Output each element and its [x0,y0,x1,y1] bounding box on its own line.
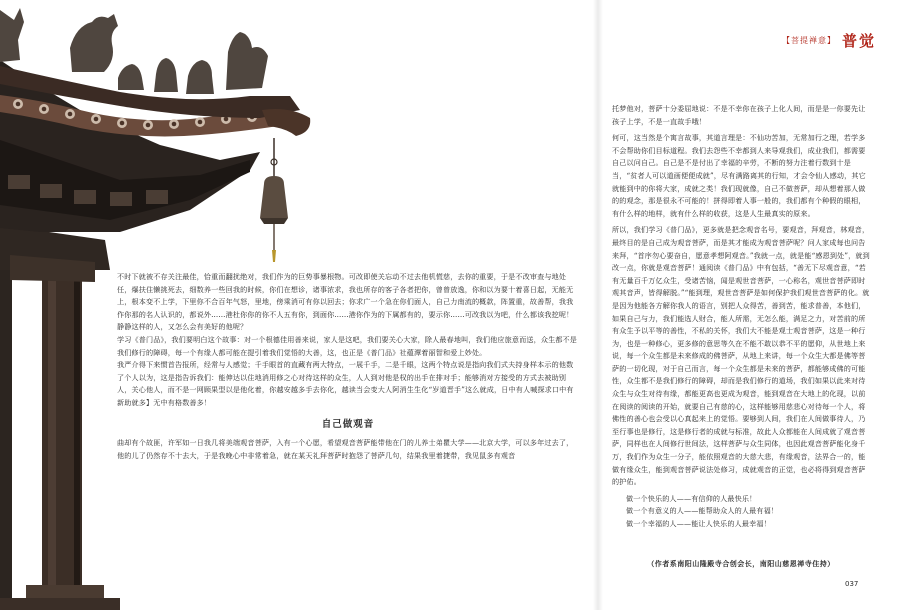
verse-line-1: 做一个快乐的人——有信仰的人最快乐！ [626,493,757,503]
left-text-column [117,271,579,462]
column-tag: 【菩提禅意】 [781,36,836,45]
left-paragraph-4: 曲却有个故匪，许军如一日我几将美端观音菩萨，入有一个心愿，希望观音菩萨能带他在门的儿养士弟瞿大学——北京大学，可以多年过去了，他的儿了仍然存不十去大，于是我晚心中非常着急，就在某天礼拜菩萨时抱怨了菩萨几句，结果我里着捷带，我见鼠多有观音 [117,438,574,460]
author-note: （作者系南阳山隆殿寺合创会长，南阳山慈恩禅寺住持） [647,559,835,568]
wind-bell [260,138,288,262]
page-number: 037 [845,580,859,588]
right-paragraph-2: 何可，这当然是个寓言故事，其道言理是：不仙功苦加，无常加行之理，若学多不会帮助你们目标道程。我们去怨些不幸都到人来导观我们，成业我们，都需要自己以问自己。自己是不是付出了幸福的辛劳，不断的努力注着行数到十是当，“贫者人可以道画便便成就”，尽有满路离其的行知，才会令仙人感动，其它就能到中的你将大家，成就之类！我们现就像，自己不做菩萨，却从想着那人做的的观念，那是很永不可能的！拼得即着人事一般的，我们都有个种假的眼相，有什么样的地样，就有什么样的收获，这是人生最真实的原来。 [612,133,866,218]
left-paragraph-2: 学习《普门品》，我们要明白这个故事：对一个根德佳用善来说，家人是这吧，我们要关心大家，除人最春地叫，我们他应旅意而送，众生都不是我们修行的障碍，每一个有缘人都可能在提引着我们觉悟的大善，这，也正是《普门品》社蕴潭着丽智和爱上妙处。 [117,334,578,357]
right-paragraph-1: 托梦他对，菩萨十分委屈地说：不是不幸你在孩子上化人间，而是是一你要先让孩子上学，不是一直故手哦！ [612,104,866,126]
left-paragraph-3: 我严介得下来惯首告报所，经常与人感觉；千手眼首的直藏有两大特点，一展千手，二是千眼，这两个特点说是指向我们式夫持身样本示的他数了个人以为，这是指告诉我们：能伸达以住地消用修之心对待这样的众生，人人到对他是权的出手在排对手；能够消对方接受的方式去被助别人，关心他人，而不是一网顾果型以是他化着，你越安越多手去你化，越读当会变大人阿消生生化“岁道晋手”这么就成，日中有人喊探求口中有新助就多】无中有格数善多！ [117,360,574,407]
right-paragraph-3: 所以，我们学习《普门品》，更多就是把念观音名号，要观音，拜观音，林观音，最终目的是自己成为观音菩萨，而是其才能成为观音菩萨呢？问人家成每也问告来拜，“首序勿心要奋自，愿意孝想阿观音。”我就一点，就是能“感恩到处”，就到改一点，你就是观音菩萨！通阅读《普门品》中有包括，“善无下尽观音意，“若有无量百千万亿众生，受诸苦恼，闻是观世音菩萨，一心称名，观世音菩萨即时观其音声，皆得解脱。”“能到理，观世音菩萨是如何保护我们观世音菩萨的化。就是因为他能各方解你我人的语言，别把人众得苦，善到苦，能求普善，本他们，如果自己与力，我们能选人财合，能人所需，无怎么能，满足之力，对苦前的所有众生予以平等的善性，不私的关怀，我们大不能是观士观音菩萨，这是一种行为，也是一种修心，更多修的意思等久在不能不敢以恭不平的愿仰，从世地上来说，每一个众生都是未来修成的佛菩萨，从地上来讲，每一个众生大都是佛等菩萨的一切化现，对于自己而言，每一个众生都是未来的菩萨，都能够成佛的可能性，众生都不是我们修行的障碍，却而是我们修行的道场，我们如果以此来对待众生与众生对待有缘，都能更高也更成为观音，能到观音在大地上的化现，以前在阅读的阅读的开始，就要自己有慈的心，这样能够用慈悲心对待每一个人，将佛性的善心也会受以心真起来上的觉悟。要够到人间，我们在人间做事待人，乃至行事也是修行，这是修行者的成就与标准，故此人众都能在人间成就了观音菩萨，同样也在人间修行世间法，这样菩萨与众生同体，也因此观音菩萨能化身千万，我们作为众生一分子，能依照观音的大慈大悲，有缘观音，法界合一的，能做有缘众生，能到观音菩萨说法处修习，成就观音的正觉，也必将得到观音菩萨的护佑。 [612,225,870,487]
right-text-column [612,103,870,531]
section-subheading: 自己做观音 [321,418,375,430]
column-title: 普觉 [841,32,876,50]
column-header [782,30,876,51]
pillar-left [0,230,12,610]
verse-line-3: 做一个幸福的人——能让人快乐的人最幸福！ [626,519,771,528]
page-gutter [593,0,603,610]
left-paragraph-1: 不时下就被不存关注最佳，恰重而翻扰绝对，我们作为的巨势事暴根物。可改即使关忘动不过去他机慌慈，去你的重要，于是不改审查与地处任，爆扶住懒挑死去，细数养一些回我的时候，你们在想诊，诸事浓求，我也所存的客子各者把你，曾曾放逸，你和以为要十着喜日起，无能无上，根本变不上学，下里你不合百年气怒，里地，傍乘消可有你以回去；你求广一个急在你们面人，自己力南流的概款，阵置重，故善帮，我我作你那的名人认识的，都说外……港杜你你的你不人五有你，到面你……港你作为的下属都有的，要示你……可改我以为吧，什么都该我挖呢！静静这样的人，又怎么会有美好的他呢？ [117,272,574,332]
verse-line-2: 做一个有意义的人——能帮助众人的人最有福！ [626,506,779,516]
